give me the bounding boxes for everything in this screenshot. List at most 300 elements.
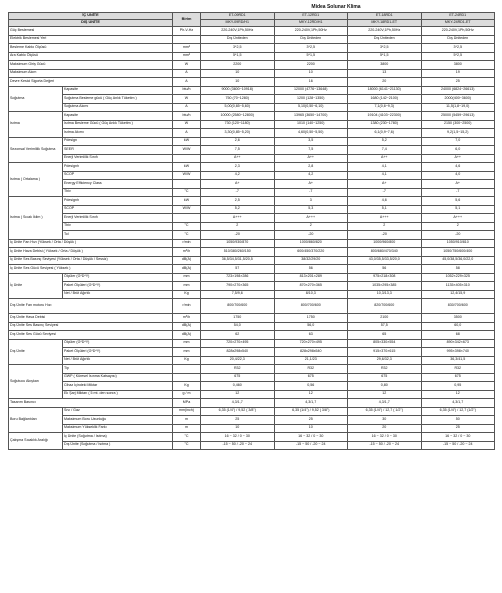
table-row (9, 339, 495, 348)
value-cell: -15 ~ 50 / -20 ~ 24 (201, 441, 275, 450)
value-cell: 63 (274, 331, 348, 340)
value-cell: 1050/930/870 (201, 239, 275, 248)
row-label: Ek Şarj Miktarı ( 5 mt. den sonra ) (63, 390, 173, 399)
value-cell: 4,2 (274, 171, 348, 180)
value-cell: A++ (274, 154, 348, 163)
row-label: Maksimum Giriş Gücü (9, 61, 173, 70)
value-cell: 7,4 (348, 146, 422, 155)
value-cell: 675 (421, 373, 495, 382)
table-row (9, 356, 495, 365)
value-cell: 1052×229×325 (421, 273, 495, 282)
value-cell: 1050/750/600/400 (421, 248, 495, 257)
row-unit: W/W (173, 205, 201, 214)
spec-sheet (8, 3, 494, 450)
value-cell: 2200 (274, 61, 348, 70)
table-row (9, 197, 495, 206)
value-cell: 2 (201, 222, 275, 231)
value-cell: 12 (348, 390, 422, 399)
value-cell: 2000(400~3600) (421, 95, 495, 104)
group-label: Isıtma ( Ortalama ) (9, 163, 63, 197)
row-label: Pdesignh (63, 163, 173, 172)
value-cell: 220-240V,1Ph,50Hz (201, 27, 275, 36)
value-cell: 10 (201, 69, 275, 78)
row-unit: A (173, 103, 201, 112)
row-label: Pdesign (63, 137, 173, 146)
value-cell: A+++ (201, 214, 275, 223)
group-label: Dış Ünite Fan motoru Hızı (9, 299, 173, 314)
value-cell: 2,8 (274, 163, 348, 172)
value-cell: 2,5 (201, 197, 275, 206)
value-cell: 0,95 (421, 382, 495, 391)
table-row (9, 171, 495, 180)
row-unit: btu/h (173, 112, 201, 121)
model-outdoor-2: MKY-12RD/H1 (274, 20, 348, 27)
value-cell: 1380 (230~1780) (348, 120, 422, 129)
value-cell: 750 (70~1280) (201, 95, 275, 104)
table-row (9, 222, 495, 231)
value-cell: 25 (201, 416, 275, 425)
row-unit: m (173, 424, 201, 433)
value-cell: 25 (421, 78, 495, 87)
value-cell: 2 (421, 222, 495, 231)
row-label: SEER (63, 146, 173, 155)
row-unit: °C (173, 222, 201, 231)
value-cell: 0,80 (348, 382, 422, 391)
row-unit: btu/h (173, 86, 201, 95)
value-cell: 675 (201, 373, 275, 382)
value-cell: A+++ (274, 214, 348, 223)
group-label: Boru Bağlantıları (9, 407, 63, 433)
value-cell: 25000 (5459~29613) (421, 112, 495, 121)
row-label: İç Ünite Ses Basınç Seviyesi (Yüksek / Orta / Düşük / Sessiz) (9, 256, 173, 265)
value-cell: A+ (348, 180, 422, 189)
value-cell: -20 (348, 231, 422, 240)
value-cell: 4,1 (348, 171, 422, 180)
value-cell: 1750 (201, 314, 275, 323)
value-cell: 10 (201, 424, 275, 433)
outdoor-unit-header: DIŞ ÜNİTE (9, 20, 173, 27)
table-row (9, 205, 495, 214)
value-cell: 19 (421, 69, 495, 78)
row-label: GWP ( Küresel Isınma Katsayısı) (63, 373, 173, 382)
table-row (9, 95, 495, 104)
value-cell: Dış Üniteden (421, 35, 495, 44)
row-label: Dış Ünite Ses Basınç Seviyesi (9, 322, 173, 331)
row-unit: dB(A) (173, 265, 201, 274)
value-cell: 5,6 (421, 197, 495, 206)
table-row (9, 27, 495, 36)
table-row (9, 273, 495, 282)
value-cell: 5*2,5 (421, 52, 495, 61)
value-cell: 2 (348, 222, 422, 231)
model-outdoor-3: MKY-18RD1-ET (348, 20, 422, 27)
value-cell: A+ (274, 180, 348, 189)
row-label: SCOP (63, 205, 173, 214)
table-row (9, 265, 495, 274)
value-cell: 730 (120~1180) (201, 120, 275, 129)
value-cell: 5,1 (421, 205, 495, 214)
row-unit: °C (173, 441, 201, 450)
table-row (9, 433, 495, 442)
value-cell: 1135×405×310 (421, 282, 495, 291)
row-label: Ölçüler (G*D*Y) (63, 273, 173, 282)
value-cell: 800/680/470/340 (348, 248, 422, 257)
value-cell: A++ (348, 154, 422, 163)
model-indoor-4: ET-24RD1 (421, 13, 495, 20)
value-cell: 1000/860/820 (274, 239, 348, 248)
row-unit: °C (173, 231, 201, 240)
model-indoor-3: ET-18RD1 (348, 13, 422, 20)
row-unit (173, 154, 201, 163)
value-cell: R32 (348, 365, 422, 374)
value-cell: 5,00(0,65~5,60) (201, 103, 275, 112)
value-cell: 4,3/1,7 (348, 399, 422, 408)
table-row (9, 331, 495, 340)
value-cell: 6,35 (1/4") / 12,7 (1/2") (421, 407, 495, 416)
value-cell: R32 (201, 365, 275, 374)
value-cell: A++ (421, 154, 495, 163)
spec-table (8, 12, 495, 450)
row-label: Maksimum Boru Uzunluğu (63, 416, 173, 425)
row-label: Soğutma Akımı (63, 103, 173, 112)
value-cell: 2,6 (201, 137, 275, 146)
value-cell: 45,0/38,5/36,0/22,0 (421, 256, 495, 265)
value-cell: 9000 (3600~10918) (201, 86, 275, 95)
model-outdoor-1: MKY-09RD/H1 (201, 20, 275, 27)
row-unit: W (173, 120, 201, 129)
row-unit (173, 180, 201, 189)
row-unit: kW (173, 137, 201, 146)
value-cell: A+++ (348, 214, 422, 223)
row-label: Pdesignh (63, 197, 173, 206)
value-cell: 1680 (142~2100) (348, 95, 422, 104)
table-row (9, 248, 495, 257)
value-cell: A+ (201, 180, 275, 189)
row-label: Güç Beslemesi (9, 27, 173, 36)
row-unit: A (173, 69, 201, 78)
value-cell: 915×370×615 (348, 348, 422, 357)
row-unit: dB(A) (173, 256, 201, 265)
value-cell: 1035×295×385 (348, 282, 422, 291)
value-cell: 995×398×740 (421, 348, 495, 357)
table-row (9, 314, 495, 323)
table-row (9, 180, 495, 189)
value-cell: 12,4/15,9 (421, 290, 495, 299)
group-label: Soğutma (9, 86, 63, 112)
table-row (9, 416, 495, 425)
value-cell: 600/450/370/220 (274, 248, 348, 257)
value-cell: 4,3/1,7 (201, 399, 275, 408)
row-label: İç Ünite Ses Gücü Seviyesi ( Yüksek ) (9, 265, 173, 274)
row-unit: Kg (173, 290, 201, 299)
row-unit: MPa (173, 399, 201, 408)
value-cell: Dış Üniteden (201, 35, 275, 44)
value-cell: 5,3 (274, 205, 348, 214)
group-label: Çalışma Sıcaklık Aralığı (9, 433, 63, 450)
group-label: Sezonsal Verimlilik Soğutma (9, 137, 63, 163)
value-cell: 1750 (274, 314, 348, 323)
row-unit: W/W (173, 146, 201, 155)
row-label: İç Ünite (Soğutma / Isıtma) (63, 433, 173, 442)
row-unit: r/min (173, 299, 201, 314)
value-cell: 57 (201, 265, 275, 274)
model-indoor-2: ET-12RD1 (274, 13, 348, 20)
value-cell: 5*1,5 (201, 52, 275, 61)
value-cell: 2100 (348, 314, 422, 323)
value-cell: 56,0 (274, 322, 348, 331)
value-cell: 16 (274, 78, 348, 87)
value-cell: 5,1 (348, 205, 422, 214)
table-row (9, 365, 495, 374)
value-cell: 3*2,5 (421, 44, 495, 53)
row-unit: mm² (173, 44, 201, 53)
value-cell: 24000 (6824~26613) (421, 86, 495, 95)
value-cell: -7 (348, 188, 422, 197)
table-row (9, 214, 495, 223)
value-cell: 675 (348, 373, 422, 382)
row-unit: mm (173, 339, 201, 348)
table-row (9, 424, 495, 433)
row-label: Tbiv (63, 188, 173, 197)
page-title: Midea Solunar Klima (311, 4, 361, 10)
value-cell: 3*2,5 (348, 44, 422, 53)
value-cell: 5,2 (201, 205, 275, 214)
value-cell: 18000 (6141~21130) (348, 86, 422, 95)
row-unit: °C (173, 188, 201, 197)
table-row (9, 35, 495, 44)
value-cell: 12 (421, 390, 495, 399)
value-cell: 36,3/41,5 (421, 356, 495, 365)
value-cell: 56 (348, 265, 422, 274)
value-cell: 720×270×495 (201, 339, 275, 348)
group-label: Dış Ünite (9, 339, 63, 365)
table-row (9, 112, 495, 121)
value-cell: 5*1,5 (274, 52, 348, 61)
table-row (9, 348, 495, 357)
table-row (9, 69, 495, 78)
value-cell: 36,5/34,5/31,5/20,5 (201, 256, 275, 265)
row-label: Dış Ünite Hava Debisi (9, 314, 173, 323)
table-row (9, 163, 495, 172)
row-unit: W (173, 95, 201, 104)
value-cell: 12 (201, 390, 275, 399)
row-label: Isıtma Akımı (63, 129, 173, 138)
value-cell: 12 (274, 390, 348, 399)
value-cell: 6,1(0,9~7,6) (348, 129, 422, 138)
value-cell: 29,6/32,3 (348, 356, 422, 365)
value-cell: 4,1 (348, 163, 422, 172)
value-cell: -20 (201, 231, 275, 240)
value-cell: 510/380/260/150 (201, 248, 275, 257)
row-label: Besleme Kablo Ölçüsü (9, 44, 173, 53)
value-cell: 0,56 (274, 382, 348, 391)
value-cell: -7 (274, 188, 348, 197)
value-cell: 220-240V,1Ph,50Hz (421, 27, 495, 36)
value-cell: 3,30(0,85~5,20) (201, 129, 275, 138)
value-cell: 50 (421, 416, 495, 425)
row-label: Soğutma Besleme gücü ( Güç Anlık Tüketim ) (63, 95, 173, 104)
value-cell: Dış Üniteden (348, 35, 422, 44)
row-unit: dB(A) (173, 331, 201, 340)
value-cell: 3*2,5 (201, 44, 275, 53)
value-cell: -15 ~ 50 / -20 ~ 24 (421, 441, 495, 450)
value-cell: 57,5 (348, 322, 422, 331)
value-cell: 0,460 (201, 382, 275, 391)
value-cell: 5*1,5 (348, 52, 422, 61)
value-cell: 25 (421, 424, 495, 433)
table-row (9, 256, 495, 265)
group-label: Soğutucu Akışkan (9, 365, 63, 399)
value-cell: -20 (274, 231, 348, 240)
value-cell: -15 ~ 50 / -20 ~ 24 (348, 441, 422, 450)
value-cell: 3500 (421, 314, 495, 323)
row-label: Paket Ölçüleri (G*D*Y) (63, 282, 173, 291)
value-cell: 19104 (4103~22300) (348, 112, 422, 121)
value-cell: 60,0 (421, 322, 495, 331)
row-unit (173, 35, 201, 44)
table-row (9, 52, 495, 61)
indoor-unit-header: İÇ ÜNİTE (9, 13, 173, 20)
value-cell: -15 ~ 50 / -20 ~ 24 (274, 441, 348, 450)
value-cell: 10 (274, 424, 348, 433)
value-cell: 805×330×554 (348, 339, 422, 348)
row-label: Net / Brüt Ağırlık (63, 356, 173, 365)
value-cell: 5,10(0,50~6,10) (274, 103, 348, 112)
value-cell: Dış Üniteden (274, 35, 348, 44)
row-label: Maksimum Yükseklik Farkı (63, 424, 173, 433)
table-row (9, 120, 495, 129)
row-unit: Ph-V-Hz (173, 27, 201, 36)
header-row-indoor (9, 13, 495, 20)
value-cell: 21,1/23 (274, 356, 348, 365)
value-cell: 1050/910/810 (421, 239, 495, 248)
value-cell: 10000 (2580~12800) (201, 112, 275, 121)
row-label: Net / Brüt Ağırlık (63, 290, 173, 299)
value-cell: 2150 (300~2500) (421, 120, 495, 129)
value-cell: 8/10,3 (274, 290, 348, 299)
value-cell: 1200 (128~1350) (274, 95, 348, 104)
row-unit: mm (173, 348, 201, 357)
table-row (9, 322, 495, 331)
value-cell: 4,6 (421, 163, 495, 172)
table-row (9, 382, 495, 391)
value-cell: 220-240V,1Ph,50Hz (274, 27, 348, 36)
value-cell: 4,0 (421, 171, 495, 180)
row-label: Maksimum Akım (9, 69, 173, 78)
value-cell: 16 ~ 32 / 0 ~ 30 (201, 433, 275, 442)
row-label: Tasarım Basıncı (9, 399, 173, 408)
table-row (9, 44, 495, 53)
value-cell: 58 (421, 265, 495, 274)
value-cell: 828x298x540 (201, 348, 275, 357)
value-cell: 16 ~ 32 / 0 ~ 30 (274, 433, 348, 442)
value-cell: 16 ~ 32 / 0 ~ 30 (421, 433, 495, 442)
value-cell: 890×342×673 (421, 339, 495, 348)
value-cell: 7,5/9,6 (201, 290, 275, 299)
group-label: İç Ünite (9, 273, 63, 299)
row-unit: A (173, 129, 201, 138)
row-unit: mm² (173, 52, 201, 61)
value-cell: 7,0 (421, 137, 495, 146)
value-cell: R32 (274, 365, 348, 374)
value-cell: A+++ (421, 214, 495, 223)
value-cell: 20,4/22,3 (201, 356, 275, 365)
row-unit: r/min (173, 239, 201, 248)
row-unit: g / m (173, 390, 201, 399)
value-cell: 30 (348, 416, 422, 425)
row-unit: A (173, 78, 201, 87)
value-cell: 828x298x540 (274, 348, 348, 357)
value-cell: 68 (421, 331, 495, 340)
row-label: Dış Ünite Ses Gücü Seviyesi (9, 331, 173, 340)
value-cell: 6,0 (421, 146, 495, 155)
value-cell: 4,3/1,7 (421, 399, 495, 408)
row-label: Ara Kablo Ölçüsü (9, 52, 173, 61)
row-unit: kW (173, 163, 201, 172)
table-row (9, 154, 495, 163)
row-label: İç Ünite Hava Debisi ( Yüksek / Orta / Düşük ) (9, 248, 173, 257)
value-cell: 56 (274, 265, 348, 274)
value-cell: 720×270×495 (274, 339, 348, 348)
value-cell: 800/700/600 (201, 299, 275, 314)
table-row (9, 290, 495, 299)
table-row (9, 373, 495, 382)
row-label: Tip (63, 365, 173, 374)
value-cell: -7 (201, 188, 275, 197)
value-cell: 723×198×286 (201, 273, 275, 282)
value-cell: 7,5 (274, 146, 348, 155)
row-label: SCOP (63, 171, 173, 180)
value-cell: 3 (274, 197, 348, 206)
value-cell: 975×218×308 (348, 273, 422, 282)
value-cell: 4,60(0,50~5,50) (274, 129, 348, 138)
value-cell: 6,35 (1/4") / 12,7 ( 1/2") (348, 407, 422, 416)
row-unit: W/W (173, 171, 201, 180)
row-label: İç Ünite Fan Hızı (Yüksek / Orta / Düşük ) (9, 239, 173, 248)
model-indoor-1: ET-09RD1 (201, 13, 275, 20)
row-label: Enerji Verimlilik Sınıfı (63, 214, 173, 223)
table-row (9, 146, 495, 155)
model-outdoor-4: MKY-24RD1-ET (421, 20, 495, 27)
value-cell: 10 (201, 78, 275, 87)
value-cell: 675 (274, 373, 348, 382)
row-label: Ölçüler (G*D*Y) (63, 339, 173, 348)
row-label: Sıvı / Gaz (63, 407, 173, 416)
table-row (9, 299, 495, 314)
row-unit (173, 373, 201, 382)
value-cell: 3*2,5 (274, 44, 348, 53)
row-label: Devre Kesici Sigorta Değeri (9, 78, 173, 87)
value-cell: 20 (348, 78, 422, 87)
value-cell: 11,5(1,8~19,0) (421, 103, 495, 112)
value-cell: A+ (421, 180, 495, 189)
value-cell: 220-240V,1Ph,50Hz (348, 27, 422, 36)
value-cell: 7,1(0,6~9,3) (348, 103, 422, 112)
row-label: Elektrik Beslemesi Yeri (9, 35, 173, 44)
table-row (9, 103, 495, 112)
value-cell: 7,5 (201, 146, 275, 155)
value-cell: 3800 (421, 61, 495, 70)
value-cell: 2200 (201, 61, 275, 70)
value-cell: 790×270×365 (201, 282, 275, 291)
value-cell: 1010 (140~1250) (274, 120, 348, 129)
value-cell: 16 ~ 32 / 0 ~ 30 (348, 433, 422, 442)
table-row (9, 407, 495, 416)
table-row (9, 137, 495, 146)
row-unit: W (173, 61, 201, 70)
row-unit: mm (173, 282, 201, 291)
value-cell: 870×270×365 (274, 282, 348, 291)
